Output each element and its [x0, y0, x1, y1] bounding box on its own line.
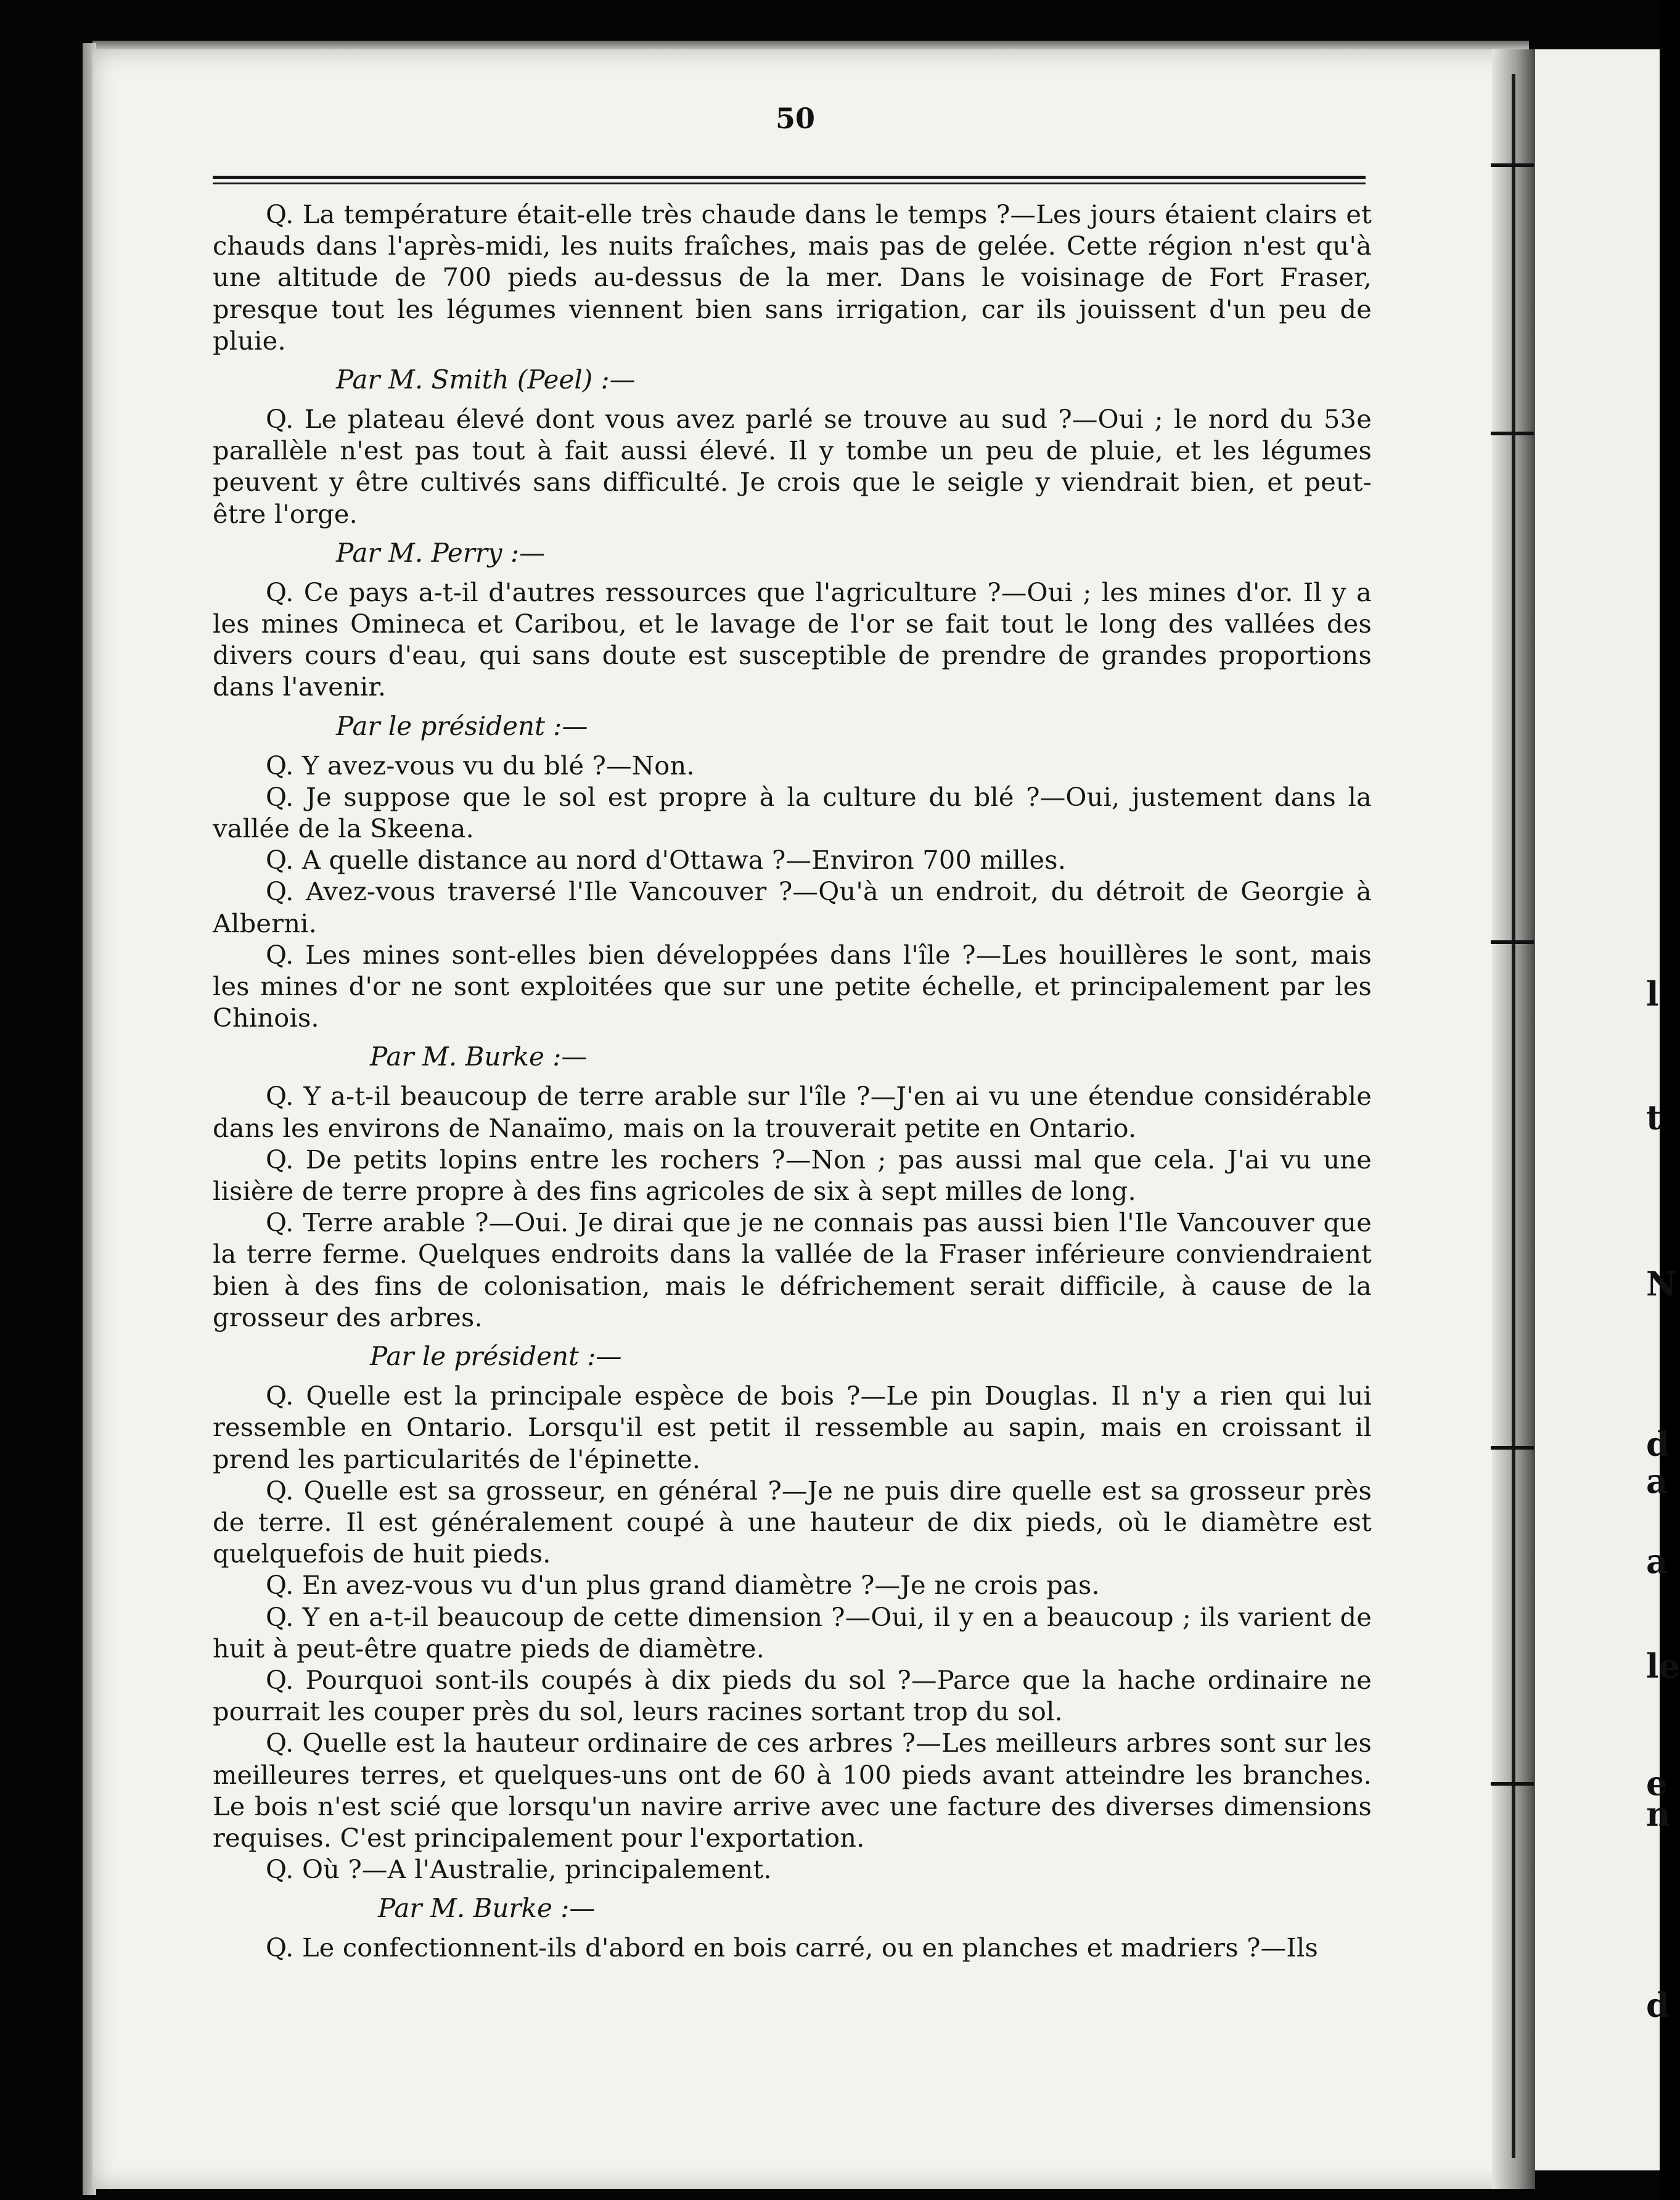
document-body — [213, 199, 1372, 1964]
speaker-heading: Par M. Burke :— — [370, 1041, 588, 1072]
spine-mark — [1491, 432, 1534, 435]
question-answer-paragraph: Q. Y avez-vous vu du blé ?—Non. — [266, 750, 695, 781]
spine-mark — [1491, 163, 1534, 167]
page-number: 50 — [775, 102, 815, 135]
adjacent-page-fragment: d — [1646, 1985, 1670, 2025]
speaker-heading: Par le président :— — [336, 710, 588, 741]
question-answer-paragraph: Q. Y en a-t-il beaucoup de cette dimension ?—Oui, il y en a beaucoup ; ils varient de huit à peut-être quatre pieds de diamètre. — [213, 1601, 1372, 1664]
adjacent-page-fragment: le — [1646, 1646, 1680, 1686]
adjacent-page — [1535, 49, 1680, 2170]
question-answer-paragraph: Q. La température était-elle très chaude dans le temps ?—Les jours étaient clairs et chauds dans l'après-midi, les nuits fraîches, mais pas de gelée. Cette région n'est qu'à une altitude de 700 pieds au-dessus de la mer. Dans le voisinage de Fort Fraser, presque tout les légumes viennent bien sans irrigation, car ils jouissent d'un peu de pluie. — [213, 199, 1372, 356]
adjacent-page-fragment: d — [1646, 1424, 1670, 1464]
question-answer-paragraph: Q. Avez-vous traversé l'Ile Vancouver ?—Qu'à un endroit, du détroit de Georgie à Alberni. — [213, 876, 1372, 938]
spine-line — [1512, 74, 1515, 2158]
spine-mark — [1491, 940, 1534, 944]
adjacent-page-fragment: e — [1646, 1763, 1668, 1803]
speaker-heading: Par M. Burke :— — [378, 1893, 596, 1924]
question-answer-paragraph: Q. Terre arable ?—Oui. Je dirai que je ne connais pas aussi bien l'Ile Vancouver que la terre ferme. Quelques endroits dans la vallée de la Fraser inférieure conviendraient bien à des fins de colonisation, mais le défrichement serait difficile, à cause de la grosseur des arbres. — [213, 1207, 1372, 1332]
adjacent-page-fragment: t — [1646, 1098, 1662, 1137]
speaker-heading: Par M. Perry :— — [336, 537, 546, 568]
question-answer-paragraph: Q. Y a-t-il beaucoup de terre arable sur l'île ?—J'en ai vu une étendue considérable dans les environs de Nanaïmo, mais on la trouverait petite en Ontario. — [213, 1081, 1372, 1143]
spine-mark — [1491, 1782, 1534, 1786]
header-rule — [213, 183, 1366, 184]
speaker-heading: Par le président :— — [370, 1341, 622, 1372]
adjacent-page-fragment: n — [1646, 1794, 1671, 1834]
header-rule — [213, 176, 1366, 179]
question-answer-paragraph: Q. A quelle distance au nord d'Ottawa ?—Environ 700 milles. — [266, 845, 1067, 876]
question-answer-paragraph: Q. Je suppose que le sol est propre à la culture du blé ?—Oui, justement dans la vallée de la Skeena. — [213, 781, 1372, 844]
question-answer-paragraph: Q. Le plateau élevé dont vous avez parlé se trouve au sud ?—Oui ; le nord du 53e parallèle n'est pas tout à fait aussi élevé. Il y tombe un peu de pluie, et les légumes peuvent y être cultivés sans difficulté. Je crois que le seigle y viendrait bien, et peut-être l'orge. — [213, 404, 1372, 529]
question-answer-paragraph: Q. Le confectionnent-ils d'abord en bois carré, ou en planches et madriers ?—Ils — [266, 1932, 1318, 1963]
question-answer-paragraph: Q. Ce pays a-t-il d'autres ressources que l'agriculture ?—Oui ; les mines d'or. Il y a les mines Omineca et Caribou, et le lavage de l'or se fait tout le long des vallées des divers cours d'eau, qui sans doute est susceptible de prendre de grandes proportions dans l'avenir. — [213, 577, 1372, 702]
question-answer-paragraph: Q. Les mines sont-elles bien développées dans l'île ?—Les houillères le sont, mais les mines d'or ne sont exploitées que sur une petite échelle, et principalement par les Chinois. — [213, 939, 1372, 1033]
question-answer-paragraph: Q. En avez-vous vu d'un plus grand diamètre ?—Je ne crois pas. — [266, 1570, 1100, 1601]
adjacent-page-fragment: l — [1646, 974, 1659, 1014]
spine-mark — [1491, 1446, 1534, 1450]
question-answer-paragraph: Q. De petits lopins entre les rochers ?—Non ; pas aussi mal que cela. J'ai vu une lisière de terre propre à des fins agricoles de six à sept milles de long. — [213, 1144, 1372, 1207]
adjacent-page-fragment: a — [1646, 1461, 1668, 1501]
question-answer-paragraph: Q. Pourquoi sont-ils coupés à dix pieds du sol ?—Parce que la hache ordinaire ne pourrait les couper près du sol, leurs racines sortant trop du sol. — [213, 1664, 1372, 1727]
question-answer-paragraph: Q. Où ?—A l'Australie, principalement. — [266, 1854, 772, 1885]
question-answer-paragraph: Q. Quelle est sa grosseur, en général ?—Je ne puis dire quelle est sa grosseur près de terre. Il est généralement coupé à une hauteur de dix pieds, où le diamètre est quelquefois de huit pieds. — [213, 1475, 1372, 1569]
adjacent-page-fragment: a — [1646, 1541, 1668, 1581]
question-answer-paragraph: Q. Quelle est la hauteur ordinaire de ces arbres ?—Les meilleurs arbres sont sur les meilleures terres, et quelques-uns ont de 60 à 100 pieds avant atteindre les branches. Le bois n'est scié que lorsqu'un navire arrive avec une facture des diverses dimensions requises. C'est principalement pour l'exportation. — [213, 1728, 1372, 1853]
speaker-heading: Par M. Smith (Peel) :— — [336, 364, 636, 395]
question-answer-paragraph: Q. Quelle est la principale espèce de bois ?—Le pin Douglas. Il n'y a rien qui lui ressemble en Ontario. Lorsqu'il est petit il ressemble au sapin, mais en croissant il prend les particularités de l'épinette. — [213, 1381, 1372, 1474]
adjacent-page-fragment: N — [1646, 1264, 1677, 1303]
